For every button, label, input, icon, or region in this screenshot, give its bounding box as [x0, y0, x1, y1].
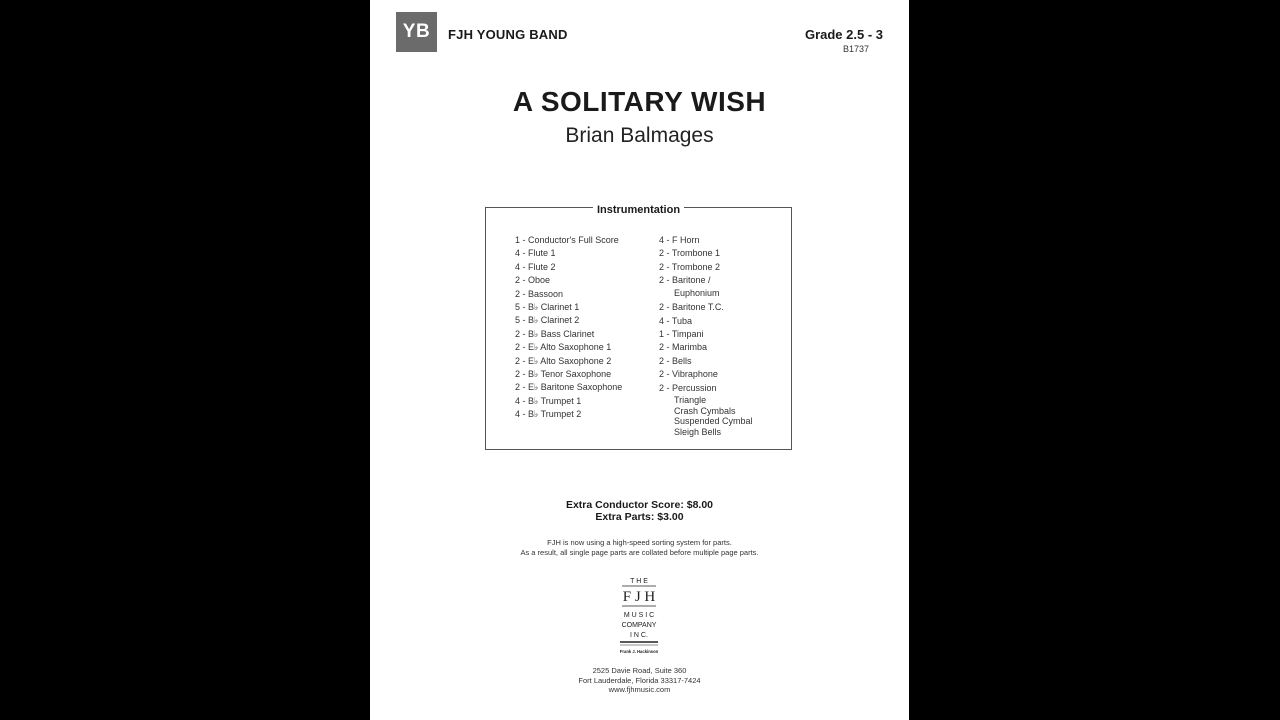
- instrument-item: 5 - B♭ Clarinet 2: [515, 315, 580, 326]
- instrument-item: 2 - E♭ Baritone Saxophone: [515, 382, 623, 393]
- instrument-item: 4 - Tuba: [659, 315, 693, 326]
- logo-letters: F J H: [622, 589, 656, 605]
- notice-line: FJH is now using a high-speed sorting system for parts.: [547, 538, 732, 547]
- instrument-item: 2 - B♭ Tenor Saxophone: [515, 369, 612, 380]
- instrument-item: 2 - E♭ Alto Saxophone 2: [515, 355, 612, 366]
- instrument-item: 2 - Marimba: [659, 342, 708, 353]
- instrument-item: 2 - Baritone /: [659, 275, 711, 286]
- extra-parts-price: Extra Parts: $3.00: [595, 510, 684, 523]
- percussion-item: Triangle: [674, 395, 707, 406]
- instrumentation-box: [485, 204, 792, 450]
- score-cover-page: [370, 0, 909, 720]
- website-link[interactable]: www.fjhmusic.com: [608, 685, 671, 694]
- instrument-item: 4 - B♭ Trumpet 2: [515, 409, 582, 420]
- instrumentation-left-column: [515, 234, 622, 422]
- series-name: FJH YOUNG BAND: [448, 27, 568, 42]
- publisher-address: [370, 666, 909, 695]
- catalog-number: B1737: [842, 44, 869, 54]
- instrument-item-continued: Euphonium: [674, 287, 720, 298]
- instrument-item: 2 - Trombone 1: [659, 248, 721, 259]
- instrument-item: 5 - B♭ Clarinet 1: [515, 302, 580, 313]
- notice-line: As a result, all single page parts are collated before multiple page parts.: [520, 548, 759, 557]
- percussion-item: Suspended Cymbal: [674, 416, 753, 427]
- instrument-item: 2 - B♭ Bass Clarinet: [515, 328, 595, 339]
- address-line: Fort Lauderdale, Florida 33317-7424: [578, 675, 701, 685]
- yb-logo: [396, 12, 437, 52]
- instrument-item: 2 - E♭ Alto Saxophone 1: [515, 342, 612, 353]
- instrument-item: 2 - Percussion: [659, 382, 717, 393]
- piece-title: A SOLITARY WISH: [512, 86, 767, 117]
- instrumentation-heading: [486, 200, 791, 218]
- instrument-item: 1 - Conductor's Full Score: [515, 235, 619, 245]
- address-line: 2525 Davie Road, Suite 360: [592, 666, 687, 675]
- logo-signature: Frank J. Hackinson: [619, 649, 659, 654]
- logo-line-music: M U S I C: [623, 612, 655, 619]
- instrumentation-heading-text: Instrumentation: [593, 204, 684, 216]
- fjh-music-company-logo: [618, 576, 660, 656]
- instrument-item: 2 - Bassoon: [515, 288, 564, 299]
- instrument-item: 2 - Oboe: [515, 275, 551, 286]
- instrument-item: 2 - Bells: [659, 355, 692, 366]
- instrument-item: 4 - Flute 1: [515, 248, 556, 259]
- instrumentation-right-column: [659, 234, 753, 437]
- grade-label: Grade 2.5 - 3: [804, 27, 883, 42]
- logo-line-inc: I N C.: [630, 632, 648, 639]
- instrument-item: 4 - F Horn: [659, 235, 700, 245]
- percussion-item: Crash Cymbals: [674, 405, 736, 416]
- composer-name: Brian Balmages: [565, 124, 714, 147]
- conductor-score-price: Extra Conductor Score: $8.00: [565, 499, 714, 511]
- instrument-item: 2 - Trombone 2: [659, 261, 721, 272]
- sorting-notice: [370, 538, 909, 558]
- percussion-item: Sleigh Bells: [674, 426, 722, 437]
- instrument-item: 2 - Vibraphone: [659, 369, 718, 380]
- logo-line-company: COMPANY: [621, 622, 657, 629]
- logo-top-text: T H E: [630, 578, 648, 585]
- yb-logo-text: YB: [402, 21, 431, 42]
- extra-prices: [370, 500, 909, 523]
- instrument-item: 1 - Timpani: [659, 329, 704, 340]
- instrument-item: 2 - Baritone T.C.: [659, 302, 724, 313]
- instrument-item: 4 - B♭ Trumpet 1: [515, 395, 582, 406]
- instrument-item: 4 - Flute 2: [515, 261, 556, 272]
